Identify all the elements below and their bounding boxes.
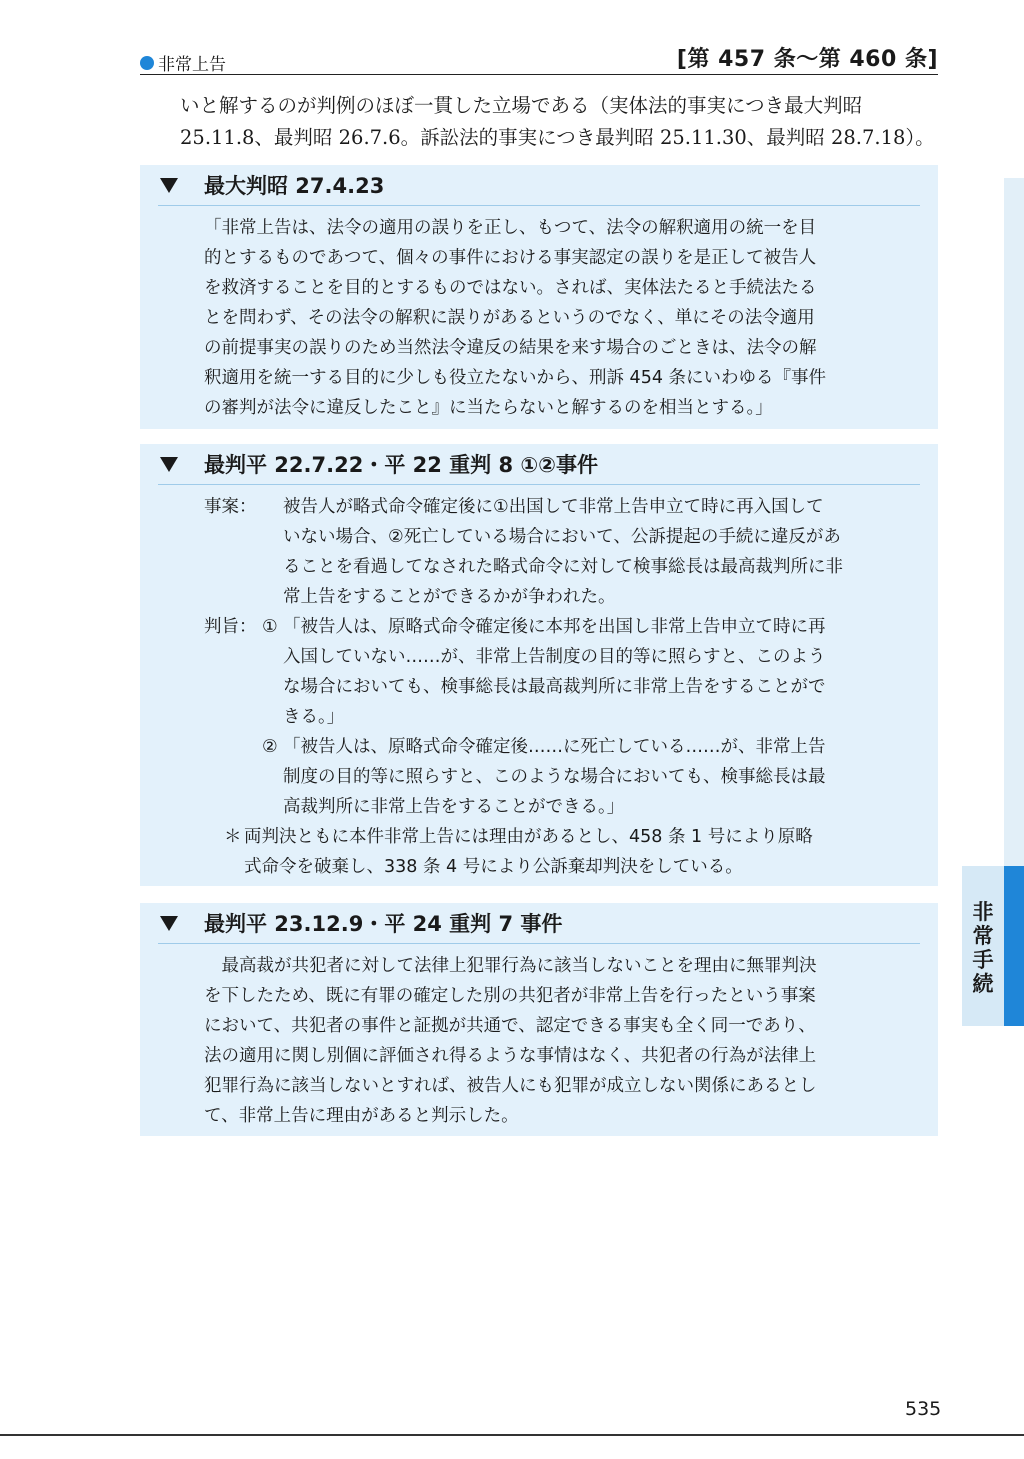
holding-2-text: 「被告人は、原略式命令確定後……に死亡している……が、非常上告 制度の目的等に照らすと、このような場合においても、検事総長は最 高裁判所に非常上告をすることができる。」 bbox=[283, 737, 826, 817]
intro-paragraph: いと解するのが判例のほぼ一貫した立場である（実体法的事実につき最大判昭 25.11.8、最判昭 26.7.6。訴訟法的事実につき最判昭 25.11.30、最判昭 28.7.18）。 bbox=[180, 94, 935, 149]
triangle-down-icon bbox=[160, 916, 178, 931]
bottom-rule bbox=[0, 1434, 1024, 1436]
case-title-bar bbox=[158, 903, 920, 944]
holding-label: 判旨： bbox=[204, 617, 257, 637]
facts-label: 事案： bbox=[204, 497, 257, 517]
case-box-1 bbox=[140, 165, 938, 429]
holding-2-number: ② bbox=[262, 737, 278, 757]
case-title-bar bbox=[158, 444, 920, 485]
page-number: 535 bbox=[905, 1398, 942, 1420]
holding-1-text: 「被告人は、原略式命令確定後に本邦を出国し非常上告申立て時に再 入国していない……が、非常上告制度の目的等に照らすと、このよう な場合においても、検事総長は最高裁判所に非常上告をすることがで きる。」 bbox=[283, 617, 826, 727]
note-text: 両判決ともに本件非常上告には理由があるとし、458 条 1 号により原略 式命令を破棄し、338 条 4 号により公訴棄却判決をしている。 bbox=[244, 827, 813, 877]
thumb-index-label: 非 常 手 続 bbox=[972, 900, 994, 996]
article-range: [第 457 条〜第 460 条] bbox=[676, 47, 938, 72]
thumb-index-track bbox=[1004, 178, 1024, 868]
note-mark: ＊ bbox=[224, 827, 242, 847]
case-box-2 bbox=[140, 444, 938, 886]
case-title-bar bbox=[158, 165, 920, 206]
triangle-down-icon bbox=[160, 178, 178, 193]
bullet-dot-icon bbox=[140, 56, 154, 70]
section-label-text: 非常上告 bbox=[158, 55, 226, 75]
case-quote: 「非常上告は、法令の適用の誤りを正し、もつて、法令の解釈適用の統一を目 的とするものであつて、個々の事件における事実認定の誤りを是正して被告人 を救済することを目的とするものではない。されば、実体法たると手続法たる とを問わず、その法令の解釈に誤りがあるというのでなく、単にその法令適用 の前提事実の誤りのため当然法令違反の結果を来す場合のごときは、法令の解 釈適用を統一する目的に少しも役立たないから、刑訴 454 条にいわゆる『事件 の審判が法令に違反したこと』に当たらないと解するのを相当とする。」 bbox=[204, 218, 827, 418]
section-label bbox=[140, 50, 226, 75]
triangle-down-icon bbox=[160, 457, 178, 472]
case-title: 最判平 22.7.22・平 22 重判 8 ①②事件 bbox=[204, 453, 598, 477]
case-title: 最大判昭 27.4.23 bbox=[204, 174, 385, 198]
case-title: 最判平 23.12.9・平 24 重判 7 事件 bbox=[204, 912, 563, 936]
case-summary: 最高裁が共犯者に対して法律上犯罪行為に該当しないことを理由に無罪判決 を下したため、既に有罪の確定した別の共犯者が非常上告を行ったという事案 において、共犯者の事件と証拠が共通で、認定できる事実も全く同一であり、 法の適用に関し別個に評価され得るような事情はなく、共犯者の行為が法律上 犯罪行為に該当しないとすれば、被告人にも犯罪が成立しない関係にあるとし て、非常上告に理由があると判示した。 bbox=[204, 956, 817, 1126]
holding-1-number: ① bbox=[262, 617, 278, 637]
case-box-3 bbox=[140, 903, 938, 1136]
thumb-index-marker bbox=[1004, 866, 1024, 1026]
running-header bbox=[140, 40, 938, 75]
facts-text: 被告人が略式命令確定後に①出国して非常上告申立て時に再入国して いない場合、②死亡している場合において、公訴提起の手続に違反があ ることを看過してなされた略式命令に対して検事総長は最高裁判所に非 常上告をすることができるかが争われた。 bbox=[283, 497, 843, 607]
